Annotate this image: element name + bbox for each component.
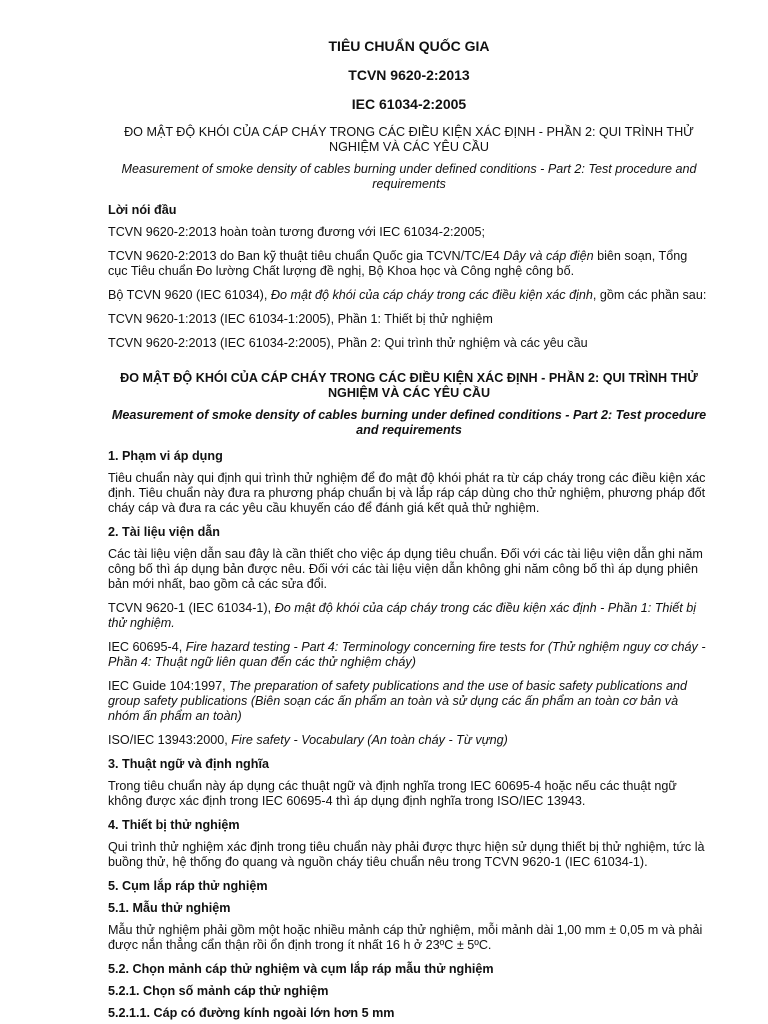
section-5-2-heading: 5.2. Chọn mảnh cáp thử nghiệm và cụm lắp ráp mẫu thử nghiệm [108,962,494,976]
section-5-2-1-1-heading: 5.2.1.1. Cáp có đường kính ngoài lớn hơn 5 mm [108,1006,395,1020]
en-document-title: Measurement of smoke density of cables burning under defined conditions - Part 2: Test procedure and requirements [121,162,697,191]
foreword-paragraph: TCVN 9620-2:2013 (IEC 61034-2:2005), Phần 2: Qui trình thử nghiệm và các yêu cầu [108,336,588,350]
foreword-heading: Lời nói đầu [108,203,177,217]
foreword-paragraph: TCVN 9620-2:2013 hoàn toàn tương đương với IEC 61034-2:2005; [108,225,486,239]
section-5-2-1-heading: 5.2.1. Chọn số mảnh cáp thử nghiệm [108,984,329,998]
section-2-paragraph: Các tài liệu viện dẫn sau đây là cần thiết cho việc áp dụng tiêu chuẩn. Đối với các tài liệu viện dẫn ghi năm công bố thì áp dụng bản được nêu. Đối với các tài liệu viện dẫn không ghi năm công bố thì áp dụng phiên bản mới nhất, bao gồm cả các sửa đổi. [108,547,703,591]
reference-item: ISO/IEC 13943:2000, Fire safety - Vocabulary (An toàn cháy - Từ vựng) [108,733,508,747]
section-5-1-heading: 5.1. Mẫu thử nghiệm [108,901,231,915]
standard-code: TCVN 9620-2:2013 [348,67,470,83]
main-en-title: Measurement of smoke density of cables burning under defined conditions - Part 2: Test procedure and requirements [111,408,707,437]
main-vn-title: ĐO MẬT ĐỘ KHÓI CỦA CÁP CHÁY TRONG CÁC ĐIỀU KIỆN XÁC ĐỊNH - PHẦN 2: QUI TRÌNH THỬ NGHIỆM VÀ CÁC YÊU CẦU [120,371,698,400]
section-4-heading: 4. Thiết bị thử nghiệm [108,818,240,832]
section-1-heading: 1. Phạm vi áp dụng [108,449,223,463]
section-5-heading: 5. Cụm lắp ráp thử nghiệm [108,879,268,893]
section-4-paragraph: Qui trình thử nghiệm xác định trong tiêu chuẩn này phải được thực hiện sử dụng thiết bị thử nghiệm, tức là buồng thử, hệ thống đo quang và nguồn cháy tiêu chuẩn nêu trong TCVN 9620-1 (IEC 61034-1). [108,840,705,869]
foreword-paragraph: TCVN 9620-2:2013 do Ban kỹ thuật tiêu chuẩn Quốc gia TCVN/TC/E4 Dây và cáp điện biên soạn, Tổng cục Tiêu chuẩn Đo lường Chất lượng đề nghị, Bộ Khoa học và Công nghệ công bố. [108,249,688,278]
vn-document-title: ĐO MẬT ĐỘ KHÓI CỦA CÁP CHÁY TRONG CÁC ĐIỀU KIỆN XÁC ĐỊNH - PHẦN 2: QUI TRÌNH THỬ NGHIỆM VÀ CÁC YÊU CẦU [124,125,694,154]
foreword-paragraph: Bộ TCVN 9620 (IEC 61034), Đo mật độ khói của cáp cháy trong các điều kiện xác định, gồm các phần sau: [108,288,707,302]
section-2-heading: 2. Tài liệu viện dẫn [108,525,220,539]
national-standard-title: TIÊU CHUẨN QUỐC GIA [328,38,490,54]
reference-item: TCVN 9620-1 (IEC 61034-1), Đo mật độ khói của cáp cháy trong các điều kiện xác định - Phần 1: Thiết bị thử nghiệm. [108,601,697,630]
section-3-heading: 3. Thuật ngữ và định nghĩa [108,757,269,771]
reference-item: IEC Guide 104:1997, The preparation of safety publications and the use of basic safety publications and group safety publications (Biên soạn các ấn phẩm an toàn và sử dụng các ấn phẩm an toàn cơ bản và nhóm ấn phẩm an toàn) [108,679,687,723]
section-3-paragraph: Trong tiêu chuẩn này áp dụng các thuật ngữ và định nghĩa trong IEC 60695-4 hoặc nếu các thuật ngữ không được xác định trong IEC 60695-4 thì áp dụng định nghĩa trong ISO/IEC 13943. [108,779,677,808]
section-1-paragraph: Tiêu chuẩn này qui định qui trình thử nghiệm để đo mật độ khói phát ra từ cáp cháy trong các điều kiện xác định. Tiêu chuẩn này đưa ra phương pháp chuẩn bị và lắp ráp cáp dùng cho thử nghiệm, phương pháp đốt cháy cáp và đưa ra các yêu cầu khuyến cáo để đánh giá kết quả thử nghiệm. [108,471,706,515]
reference-item: IEC 60695-4, Fire hazard testing - Part 4: Terminology concerning fire tests for (Thử nghiệm nguy cơ cháy - Phần 4: Thuật ngữ liên quan đến các thử nghiệm cháy) [108,640,706,669]
foreword-paragraph: TCVN 9620-1:2013 (IEC 61034-1:2005), Phần 1: Thiết bị thử nghiệm [108,312,493,326]
iec-code: IEC 61034-2:2005 [351,96,467,112]
section-5-1-paragraph: Mẫu thử nghiệm phải gồm một hoặc nhiều mảnh cáp thử nghiệm, mỗi mảnh dài 1,00 mm ± 0,05 m và phải được nắn thẳng cẩn thận rồi ổn định trong ít nhất 16 h ở 23ºC ± 5ºC. [108,923,703,952]
